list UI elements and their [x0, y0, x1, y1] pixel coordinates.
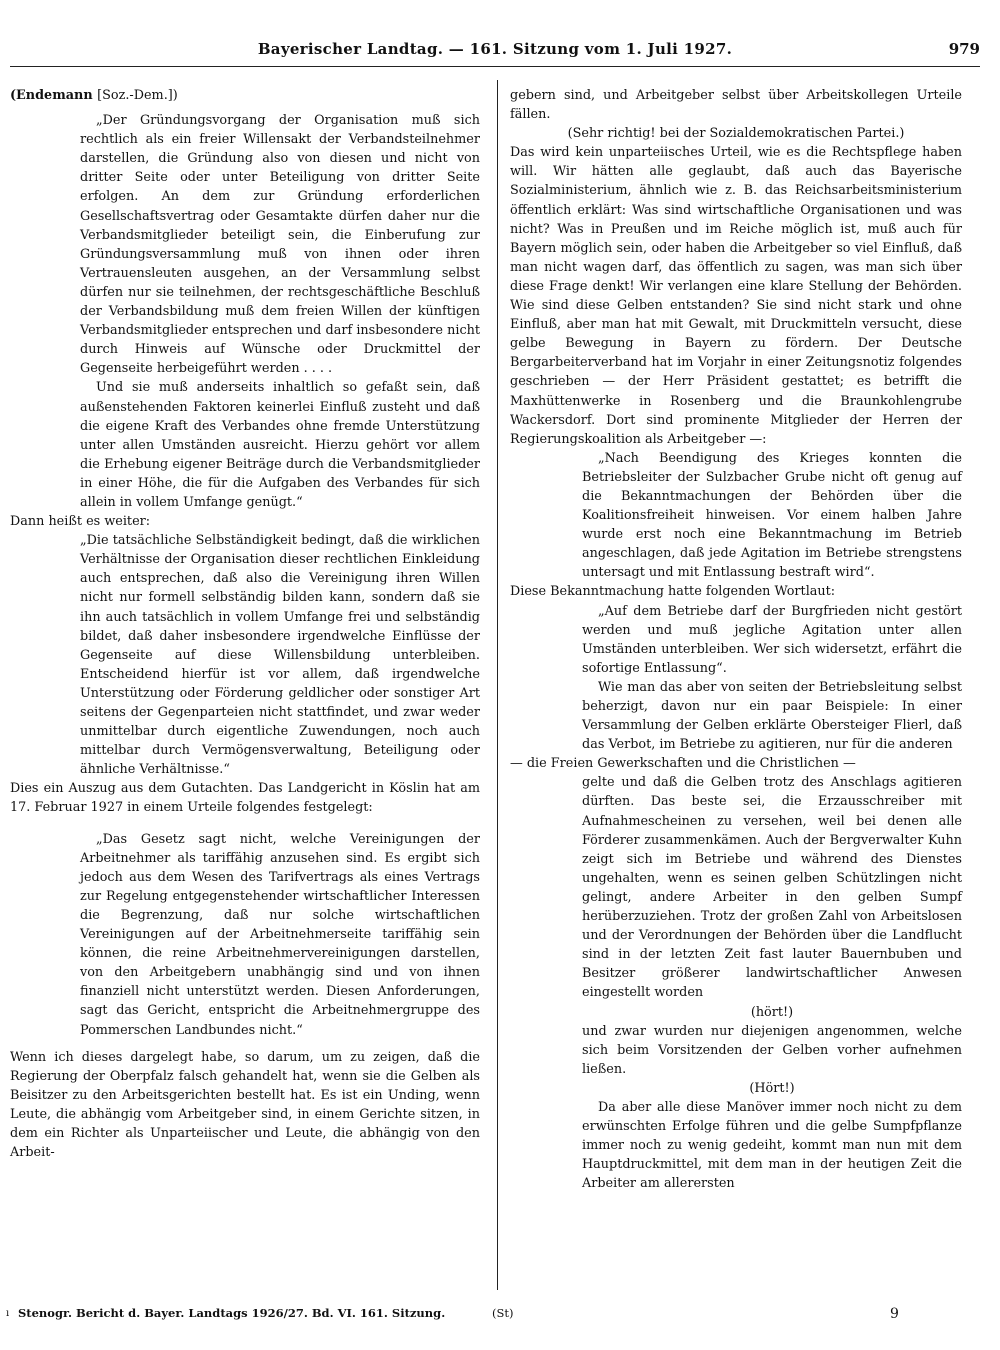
footer-reference: Stenogr. Bericht d. Bayer. Landtags 1926/27. Bd. VI. 161. Sitzung.: [18, 1306, 446, 1320]
quote-paragraph: Und sie muß anderseits inhaltlich so gefaßt sein, daß außenstehenden Faktoren keinerlei Einfluß zusteht und daß die eigene Kraft des Verbandes ohne fremde Unterstützung unter allen Umständen ausreicht. Hierzu gehört vor allem die Erhebung eigener Beiträge durch die Verbandsmitglieder in einer Höhe, die für die Aufgaben des Verbandes für sich allein in vollem Umfange genügt.“: [80, 380, 480, 510]
footer-signature: (St): [492, 1306, 514, 1320]
page-number: 979: [948, 40, 980, 58]
quote-paragraph: „Die tatsächliche Selbständigkeit bedingt, daß die wirklichen Verhältnisse der Organisation dieser rechtlichen Einkleidung auch entsprechen, daß also die Vereinigung ihren Willen nicht nur formell selbständig bilden kann, sondern daß sie ihn auch tatsächlich in vollem Umfange frei und selbständig bildet, daß daher insbesondere irgendwelche Einflüsse der Gegenseite auf diese Willensbildung unterbleiben. Entscheidend hierfür ist vor allem, daß irgendwelche Unterstützung oder Förderung geldlicher oder sonstiger Art seitens der Gegenparteien nicht stattfindet, und zwar weder unmittelbar durch eigentliche Zuwendungen, noch auch mittelbar durch Vermögensverwaltung, Beteiligung oder ähnliche Verhältnisse.“: [80, 533, 480, 778]
page-title: Bayerischer Landtag. — 161. Sitzung vom 1. Juli 1927.: [257, 40, 733, 58]
text-paragraph: Dann heißt es weiter:: [10, 514, 151, 530]
quote-paragraph: „Nach Beendigung des Krieges konnten die Betriebsleiter der Sulzbacher Grube nicht oft genug auf die Bekanntmachungen der Behörden über die Koalitionsfreiheit hinweisen. Vor einem halben Jahre wurde erst noch eine Bekanntmachung im Betrieb angeschlagen, daß jede Agitation im Betriebe strengstens untersagt und mit Entlassung bestraft wird“.: [582, 450, 962, 581]
text-paragraph: Das wird kein unparteiisches Urteil, wie es die Rechtspflege haben will. Wir hätten alle geglaubt, daß auch das Bayerische Sozialministerium, ähnlich wie z. B. das Reichsarbeitsministerium öffentlich erklärt: Was sind wirtschaftliche Organisationen und was nicht? Was in Preußen und im Reiche möglich ist, muß auch für Bayern möglich sein, oder haben die Arbeitgeber so viel Einfluß, daß man nicht wagen darf, das öffentlich zu sagen, was man sich über diese Frage denkt! Wir verlangen eine klare Stellung der Behörden. Wie sind diese Gelben entstanden? Sie sind nicht stark und ohne Einfluß, aber man hat mit Gewalt, mit Druckmitteln versucht, diese gelbe Bewegung in Bayern zu fördern. Der Deutsche Bergarbeiterverband hat im Vorjahr in einer Zeitungsnotiz folgendes geschrieben — der Herr Präsident gestattet; es betrifft die Maxhüttenwerke in Rosenberg und die Braunkohlengrube Wackersdorf. Dort sind prominente Mitglieder der Herren der Regierungskoalition als Arbeitgeber —:: [510, 145, 962, 447]
page-header: [10, 36, 980, 67]
interjection: (Hört!): [749, 1080, 795, 1096]
text-paragraph: Wenn ich dieses dargelegt habe, so darum, um zu zeigen, daß die Regierung der Oberpfalz falsch gehandelt hat, wenn sie die Gelben als Beisitzer zu den Arbeitsgerichten bestellt hat. Es ist ein Unding, wenn Leute, die abhängig vom Arbeitgeber sind, in einem Gerichte sitzen, in dem ein Richter als Unparteiischer und Leute, die abhängig von den Arbeit-: [10, 1049, 480, 1161]
interjection: (hört!): [750, 1004, 794, 1020]
footer-sheet-number: 9: [890, 1306, 899, 1322]
interjection: (Sehr richtig! bei der Sozialdemokratischen Partei.): [567, 126, 905, 142]
text-paragraph: Da aber alle diese Manöver immer noch nicht zu dem erwünschten Erfolge führen und die gelbe Sumpfpflanze immer noch zu wenig gedeiht, kommt man nun mit dem Hauptdruckmittel, mit dem man in der heutigen Zeit die Arbeiter am allerersten: [582, 1099, 962, 1192]
speaker-line: [10, 86, 480, 105]
left-column: [10, 86, 480, 1162]
text-paragraph: Wie man das aber von seiten der Betriebsleitung selbst beherzigt, davon nur ein paar Beispiele: In einer Versammlung der Gelben erklärte Obersteiger Flierl, daß das Verbot, im Betriebe zu agitieren, nur für die anderen: [582, 679, 962, 753]
text-paragraph: Diese Bekanntmachung hatte folgenden Wortlaut:: [510, 584, 836, 600]
speaker-party: [Soz.-Dem.]): [97, 88, 178, 103]
right-column: [510, 86, 962, 1193]
text-paragraph: Dies ein Auszug aus dem Gutachten. Das Landgericht in Köslin hat am 17. Februar 1927 in einem Urteile folgendes festgelegt:: [10, 781, 480, 816]
text-paragraph: gelte und daß die Gelben trotz des Anschlags agitieren dürften. Das beste sei, die Erzausschreiber mit Aufnahmescheinen zu versehen, weil bei denen alle Förderer zusammenkämen. Auch der Bergverwalter Kuhn zeigt sich im Betriebe und während des Dienstes ungehalten, wenn es seinen gelben Schützlingen nicht gelingt, andere Arbeiter in den gelben Sumpf herüberzuziehen. Trotz der großen Zahl von Arbeitslosen und der Verordnungen der Behörden über die Landflucht sind in der letzten Zeit fast lauter Bauernbuben und Besitzer größerer landwirtschaftlicher Anwesen eingestellt worden: [582, 775, 962, 1001]
footer-mark: ı: [6, 1308, 10, 1319]
quote-paragraph: „Der Gründungsvorgang der Organisation muß sich rechtlich als ein freier Willensakt der Verbandsteilnehmer darstellen, die Gründung also von diesen und nicht von dritter Seite oder unter Beteiligung von dritter Seite erfolgen. An dem zur Gründung erforderlichen Gesellschaftsvertrag oder Gesamtakte dürfen daher nur die Verbandsmitglieder beteiligt sein, die Einberufung zur Gründungsversammlung muß von ihnen oder ihren Vertrauensleuten ausgehen, an der Versammlung selbst dürfen nur sie teilnehmen, der rechtsgeschäftliche Beschluß der Verbandsbildung muß dem freien Willen der künftigen Verbandsmitglieder entsprechen und darf insbesondere nicht durch Hinweis auf Wünsche oder Druckmittel der Gegenseite herbeigeführt werden . . . .: [80, 113, 480, 377]
column-divider: [497, 80, 498, 1290]
speaker-name: (Endemann: [10, 88, 93, 103]
text-paragraph: und zwar wurden nur diejenigen angenommen, welche sich beim Vorsitzenden der Gelben vorher aufnehmen ließen.: [582, 1023, 962, 1077]
quote-paragraph: „Auf dem Betriebe darf der Burgfrieden nicht gestört werden und muß jegliche Agitation unter allen Umständen unterbleiben. Wer sich widersetzt, erfährt die sofortige Entlassung“.: [582, 603, 962, 676]
text-paragraph: — die Freien Gewerkschaften und die Christlichen —: [510, 756, 856, 772]
text-paragraph: gebern sind, und Arbeitgeber selbst über Arbeitskollegen Urteile fällen.: [510, 88, 962, 123]
quote-paragraph: „Das Gesetz sagt nicht, welche Vereinigungen der Arbeitnehmer als tariffähig anzusehen sind. Es ergibt sich jedoch aus dem Wesen des Tarifvertrags als eines Vertrags zur Regelung entgegenstehender wirtschaftlicher Interessen die Begrenzung, daß nur solche wirtschaftlichen Vereinigungen auf der Arbeitnehmerseite tariffähig sein können, die reine Arbeitnehmervereinigungen darstellen, von den Arbeitgebern unabhängig sind und von ihnen finanziell nicht unterstützt werden. Diesen Anforderungen, sagt das Gericht, entspricht die Arbeitnehmergruppe des Pommerschen Landbundes nicht.“: [80, 831, 480, 1038]
